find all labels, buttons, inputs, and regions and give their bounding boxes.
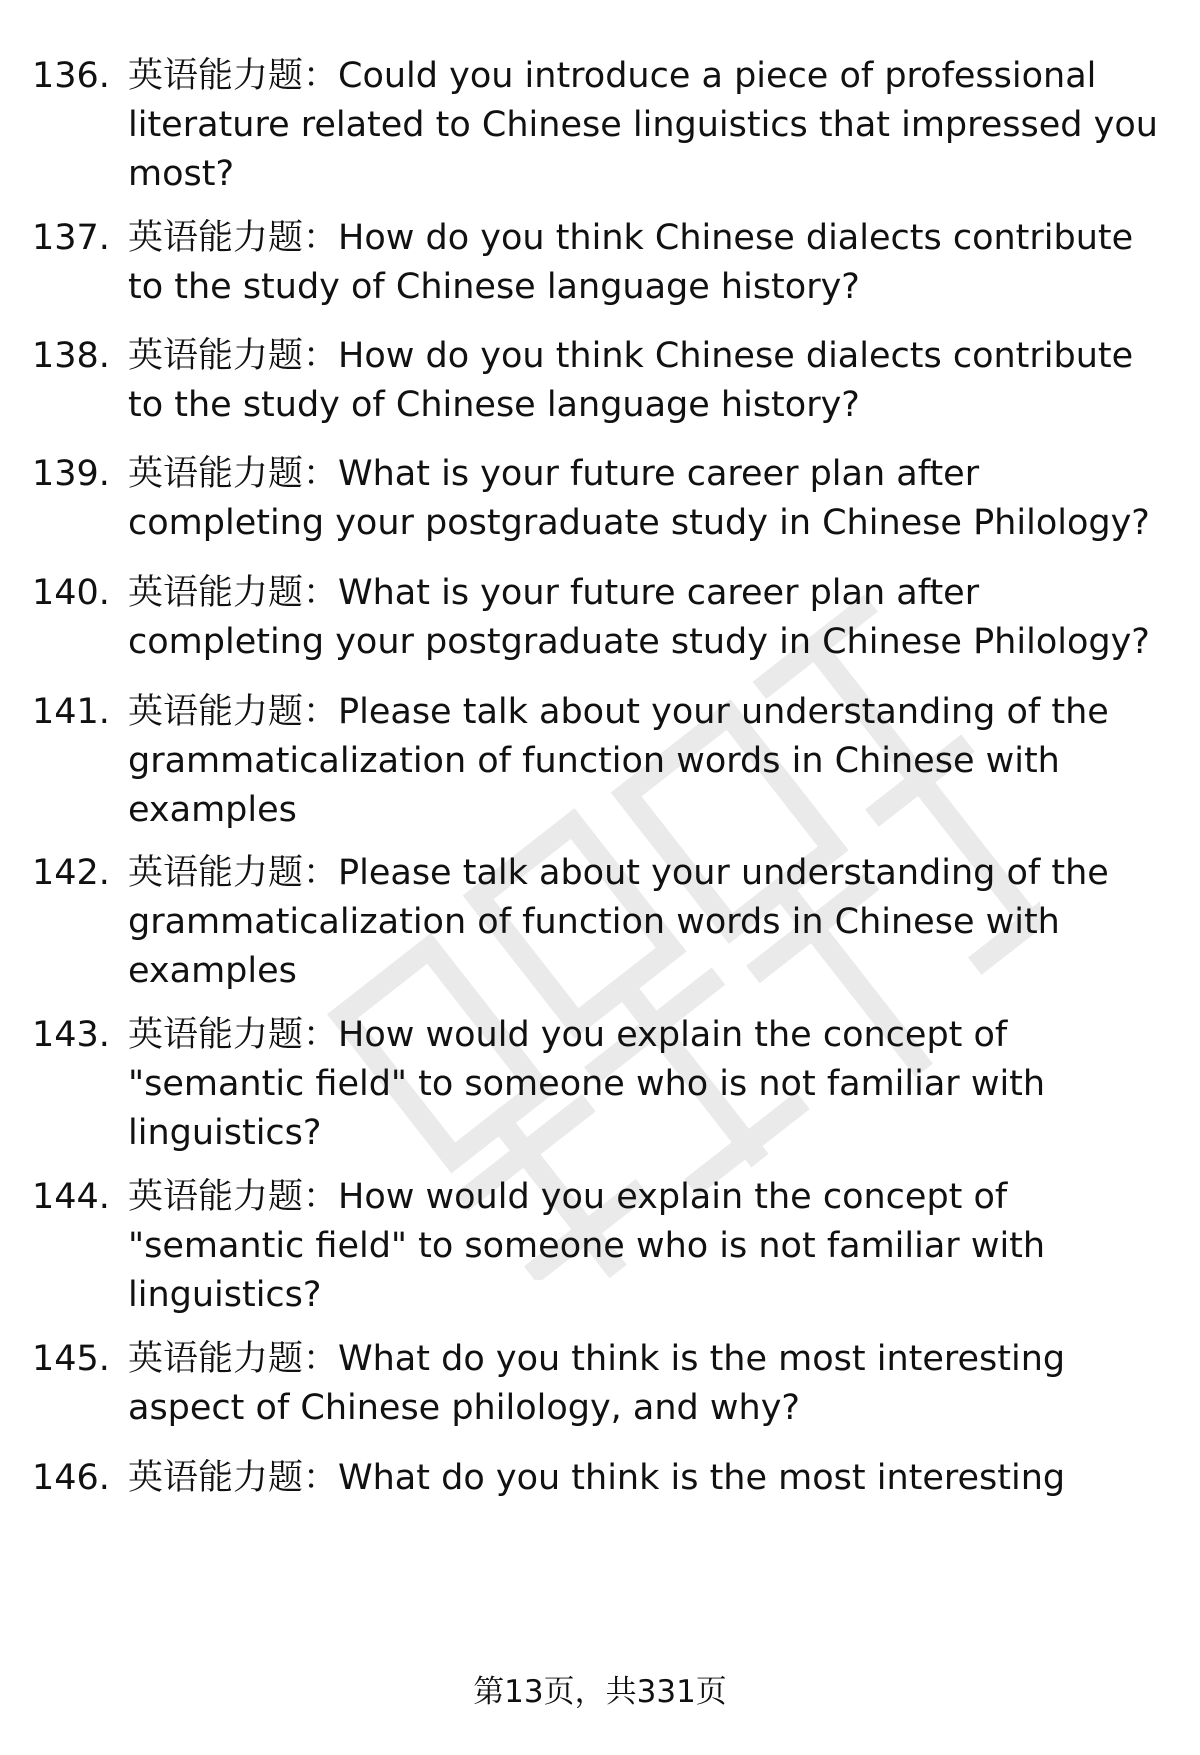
- question-text: What is your future career plan after completing your postgraduate study in Chinese Philology?: [128, 573, 1150, 662]
- question-text: How do you think Chinese dialects contribute to the study of Chinese language history?: [128, 336, 1134, 425]
- question-text: How would you explain the concept of "semantic field" to someone who is not familiar with linguistics?: [128, 1015, 1046, 1153]
- question-text: What do you think is the most interesting aspect of Chinese philology, and why?: [128, 1339, 1066, 1428]
- question-body: [128, 1454, 1173, 1503]
- question-body: [128, 569, 1173, 667]
- question-body: [128, 214, 1173, 312]
- question-text: Please talk about your understanding of the grammaticalization of function words in Chinese with examples: [128, 692, 1109, 830]
- question-label: 英语能力题：: [128, 1339, 339, 1379]
- question-text: How do you think Chinese dialects contribute to the study of Chinese language history?: [128, 218, 1134, 307]
- question-label: 英语能力题：: [128, 1458, 339, 1498]
- question-body: [128, 688, 1173, 835]
- question-label: 英语能力题：: [128, 573, 339, 613]
- question-label: 英语能力题：: [128, 1177, 339, 1217]
- question-number: 136.: [32, 56, 110, 96]
- question-body: [128, 450, 1173, 548]
- question-body: [128, 332, 1173, 430]
- question-label: 英语能力题：: [128, 336, 339, 376]
- question-number: 137.: [32, 218, 110, 258]
- question-label: 英语能力题：: [128, 853, 339, 893]
- question-number: 142.: [32, 853, 110, 893]
- question-body: [128, 849, 1173, 996]
- question-body: [128, 1173, 1173, 1320]
- question-text: Could you introduce a piece of professional literature related to Chinese linguistics that impressed you most?: [128, 56, 1158, 194]
- question-label: 英语能力题：: [128, 218, 339, 258]
- question-number: 141.: [32, 692, 110, 732]
- question-number: 146.: [32, 1458, 110, 1498]
- question-body: [128, 1011, 1173, 1158]
- question-number: 139.: [32, 454, 110, 494]
- question-body: [128, 1335, 1173, 1433]
- question-label: 英语能力题：: [128, 56, 339, 96]
- question-number: 143.: [32, 1015, 110, 1055]
- question-label: 英语能力题：: [128, 692, 339, 732]
- question-text: What do you think is the most interesting: [338, 1458, 1066, 1498]
- question-text: What is your future career plan after completing your postgraduate study in Chinese Philology?: [128, 454, 1150, 543]
- question-label: 英语能力题：: [128, 454, 339, 494]
- page-footer: 第13页，共331页: [473, 1674, 727, 1710]
- question-number: 140.: [32, 573, 110, 613]
- question-text: How would you explain the concept of "semantic field" to someone who is not familiar with linguistics?: [128, 1177, 1046, 1315]
- question-label: 英语能力题：: [128, 1015, 339, 1055]
- question-number: 138.: [32, 336, 110, 376]
- question-body: [128, 52, 1173, 199]
- question-text: Please talk about your understanding of the grammaticalization of function words in Chinese with examples: [128, 853, 1109, 991]
- question-number: 145.: [32, 1339, 110, 1379]
- question-number: 144.: [32, 1177, 110, 1217]
